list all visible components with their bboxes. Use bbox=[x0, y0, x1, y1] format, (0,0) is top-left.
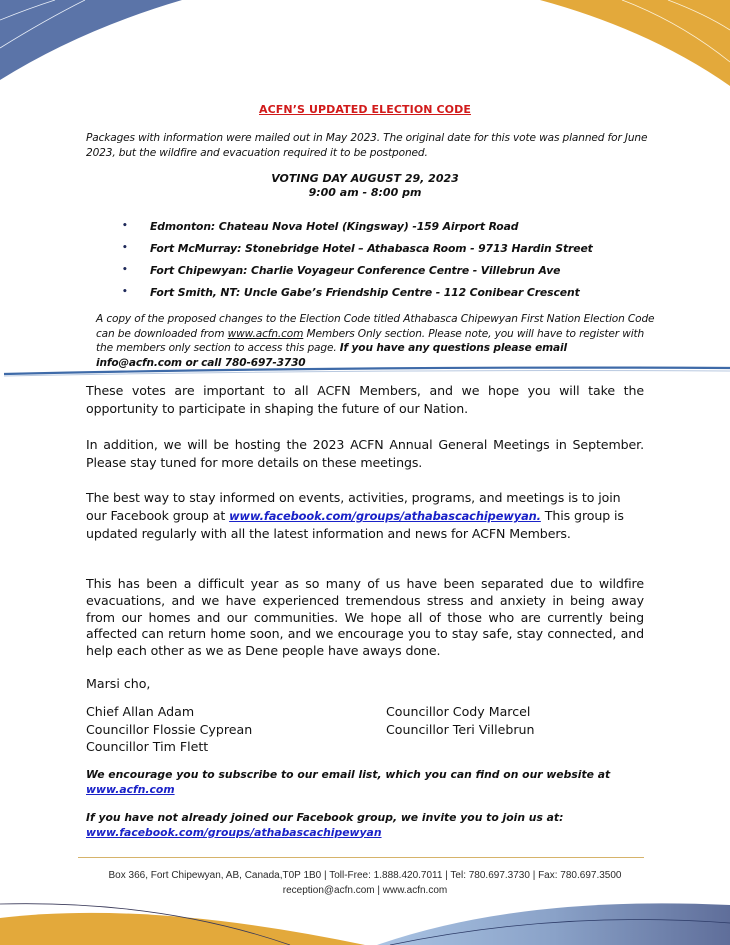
voting-day: VOTING DAY AUGUST 29, 2023 bbox=[271, 172, 459, 185]
list-item bbox=[118, 215, 593, 237]
note-text: Members Only section. Please note, you will have to register with the members only section to access this page. bbox=[96, 327, 645, 354]
location-text: Fort Smith, NT: Uncle Gabe’s Friendship Centre - 112 Conibear Crescent bbox=[150, 285, 580, 299]
email-subscribe-cta bbox=[86, 768, 646, 797]
page-title: ACFN’S UPDATED ELECTION CODE bbox=[259, 103, 471, 116]
signatory: Chief Allan Adam bbox=[86, 704, 195, 719]
body-paragraph-wildfire: This has been a difficult year as so many of us have been separated due to wildfire evacuations, and we have experienced tremendous stress and anxiety in being away from our homes and our communities. We hope all of those who are currently being affected can return home soon, and we encourage you to stay safe, stay connected, and help each other as we as Dene people have aways done. bbox=[86, 576, 644, 659]
top-right-arc-line bbox=[668, 0, 730, 30]
body-paragraph-agm: In addition, we will be hosting the 2023 ACFN Annual General Meetings in September. Please stay tuned for more details on these meetings. bbox=[86, 437, 644, 470]
paragraph-text: The best way to stay informed on events, activities, programs, and meetings is to join our Facebook group at bbox=[86, 490, 621, 523]
acfn-website-link[interactable]: www.acfn.com bbox=[86, 782, 175, 796]
facebook-group-link[interactable]: www.facebook.com/groups/athabascachipewyan. bbox=[229, 509, 541, 523]
signatories-left bbox=[86, 703, 252, 756]
signatory: Councillor Flossie Cyprean bbox=[86, 721, 253, 737]
facebook-group-link[interactable]: www.facebook.com/groups/athabascachipewyan bbox=[86, 825, 382, 839]
location-text: Fort McMurray: Stonebridge Hotel – Athabasca Room - 9713 Hardin Street bbox=[150, 241, 593, 255]
list-item bbox=[118, 237, 593, 259]
intro-paragraph: Packages with information were mailed out in May 2023. The original date for this vote was planned for June 2023, but the wildfire and evacuation required it to be postponed. bbox=[86, 132, 648, 159]
contact-info: If you have any questions please email info@acfn.com or call 780-697-3730 bbox=[96, 342, 567, 369]
footer-contact: reception@acfn.com | www.acfn.com bbox=[282, 885, 448, 896]
footer-divider bbox=[78, 857, 644, 858]
body-paragraph-votes: These votes are important to all ACFN Members, and we hope you will take the opportunity to participate in shaping the future of our Nation. bbox=[86, 383, 644, 416]
body-paragraph-facebook bbox=[86, 489, 644, 543]
signatory: Councillor Tim Flett bbox=[86, 739, 209, 754]
bottom-right-blue-arc bbox=[377, 903, 730, 945]
note-text: A copy of the proposed changes to the Election Code titled Athabasca Chipewyan First Nation Election Code can be downloaded from bbox=[96, 313, 655, 340]
bottom-left-arc-line bbox=[0, 904, 290, 945]
bullet-icon: • bbox=[122, 287, 128, 297]
bullet-icon: • bbox=[122, 265, 128, 275]
signatory: Councillor Teri Villebrun bbox=[386, 721, 535, 737]
cta-text: We encourage you to subscribe to our email list, which you can find on our website at bbox=[86, 768, 611, 781]
top-right-gold-arc bbox=[540, 0, 730, 86]
voting-hours: 9:00 am - 8:00 pm bbox=[308, 186, 422, 199]
bottom-left-gold-arc bbox=[0, 913, 365, 945]
election-code-note bbox=[96, 312, 656, 370]
location-text: Edmonton: Chateau Nova Hotel (Kingsway) -159 Airport Road bbox=[150, 219, 519, 233]
top-left-arc-line bbox=[0, 0, 55, 20]
paragraph-text: This group is updated regularly with all the latest information and news for ACFN Members. bbox=[86, 508, 624, 541]
signatories-right bbox=[386, 703, 534, 738]
top-left-arc-line bbox=[0, 0, 85, 48]
top-left-blue-arc bbox=[0, 0, 182, 80]
list-item bbox=[118, 259, 593, 281]
footer-address: Box 366, Fort Chipewyan, AB, Canada,T0P 1B0 | Toll-Free: 1.888.420.7011 | Tel: 780.697.3730 | Fax: 780.697.3500 bbox=[108, 870, 622, 881]
list-item bbox=[118, 281, 593, 303]
bottom-right-arc-line bbox=[390, 919, 730, 945]
top-right-arc-line bbox=[622, 0, 730, 62]
cta-text: If you have not already joined our Facebook group, we invite you to join us at: bbox=[86, 811, 564, 824]
voting-info bbox=[0, 172, 730, 200]
facebook-join-cta bbox=[86, 811, 646, 840]
bullet-icon: • bbox=[122, 221, 128, 231]
signatory: Councillor Cody Marcel bbox=[386, 704, 531, 719]
closing-salutation: Marsi cho, bbox=[86, 676, 151, 691]
location-text: Fort Chipewyan: Charlie Voyageur Conference Centre - Villebrun Ave bbox=[150, 263, 561, 277]
bullet-icon: • bbox=[122, 243, 128, 253]
acfn-website-link[interactable]: www.acfn.com bbox=[227, 327, 304, 340]
polling-locations-list bbox=[118, 215, 593, 303]
